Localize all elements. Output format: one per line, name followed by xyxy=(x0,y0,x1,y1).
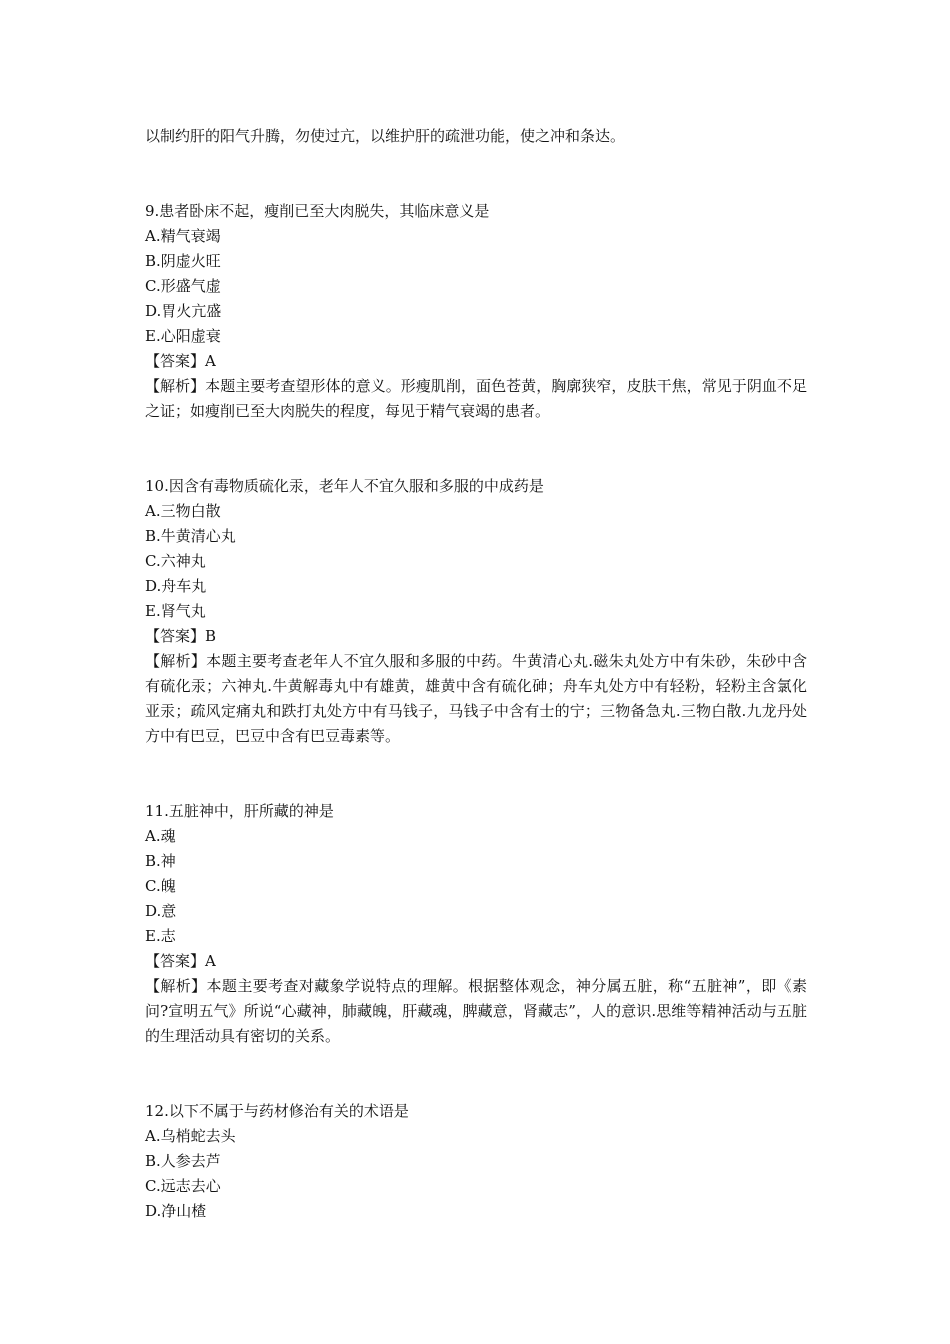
option-d: D.意 xyxy=(145,902,177,920)
option-c: C.魄 xyxy=(145,877,176,895)
explanation: 【解析】本题主要考查对藏象学说特点的理解。根据整体观念，神分属五脏，称“五脏神”，即《素问?宣明五气》所说“心藏神，肺藏魄，肝藏魂，脾藏意，肾藏志”，人的意识.思维等精神活动与五脏的生理活动具有密切的关系。 xyxy=(145,977,807,1045)
question-12 xyxy=(145,1099,807,1224)
question-stem: 12.以下不属于与药材修治有关的术语是 xyxy=(145,1102,409,1120)
option-a: A.三物白散 xyxy=(145,502,221,520)
option-c: C.六神丸 xyxy=(145,552,206,570)
option-a: A.乌梢蛇去头 xyxy=(145,1127,236,1145)
option-c: C.远志去心 xyxy=(145,1177,221,1195)
option-a: A.精气衰竭 xyxy=(145,227,221,245)
answer: 【答案】A xyxy=(145,352,216,370)
question-11 xyxy=(145,799,807,1049)
question-9 xyxy=(145,199,807,424)
option-e: E.志 xyxy=(145,927,176,945)
document-page xyxy=(145,124,807,1224)
question-stem: 10.因含有毒物质硫化汞，老年人不宜久服和多服的中成药是 xyxy=(145,477,544,495)
option-b: B.牛黄清心丸 xyxy=(145,527,236,545)
option-b: B.神 xyxy=(145,852,176,870)
intro-paragraph: 以制约肝的阳气升腾，勿使过亢，以维护肝的疏泄功能，使之冲和条达。 xyxy=(145,127,626,145)
answer: 【答案】A xyxy=(145,952,216,970)
explanation: 【解析】本题主要考查望形体的意义。形瘦肌削，面色苍黄，胸廓狭窄，皮肤干焦，常见于阴血不足之证；如瘦削已至大肉脱失的程度，每见于精气衰竭的患者。 xyxy=(145,377,807,420)
option-a: A.魂 xyxy=(145,827,176,845)
option-d: D.净山楂 xyxy=(145,1202,207,1220)
option-d: D.舟车丸 xyxy=(145,577,207,595)
option-b: B.阴虚火旺 xyxy=(145,252,221,270)
question-stem: 11.五脏神中，肝所藏的神是 xyxy=(145,802,334,820)
option-b: B.人参去芦 xyxy=(145,1152,221,1170)
question-stem: 9.患者卧床不起，瘦削已至大肉脱失，其临床意义是 xyxy=(145,202,490,220)
option-c: C.形盛气虚 xyxy=(145,277,221,295)
option-e: E.心阳虚衰 xyxy=(145,327,221,345)
question-10 xyxy=(145,474,807,749)
answer: 【答案】B xyxy=(145,627,217,645)
explanation: 【解析】本题主要考查老年人不宜久服和多服的中药。牛黄清心丸.磁朱丸处方中有朱砂，朱砂中含有硫化汞；六神丸.牛黄解毒丸中有雄黄，雄黄中含有硫化砷；舟车丸处方中有轻粉，轻粉主含氯化亚汞；疏风定痛丸和跌打丸处方中有马钱子，马钱子中含有士的宁；三物备急丸.三物白散.九龙丹处方中有巴豆，巴豆中含有巴豆毒素等。 xyxy=(145,652,807,745)
option-d: D.胃火亢盛 xyxy=(145,302,222,320)
option-e: E.肾气丸 xyxy=(145,602,206,620)
